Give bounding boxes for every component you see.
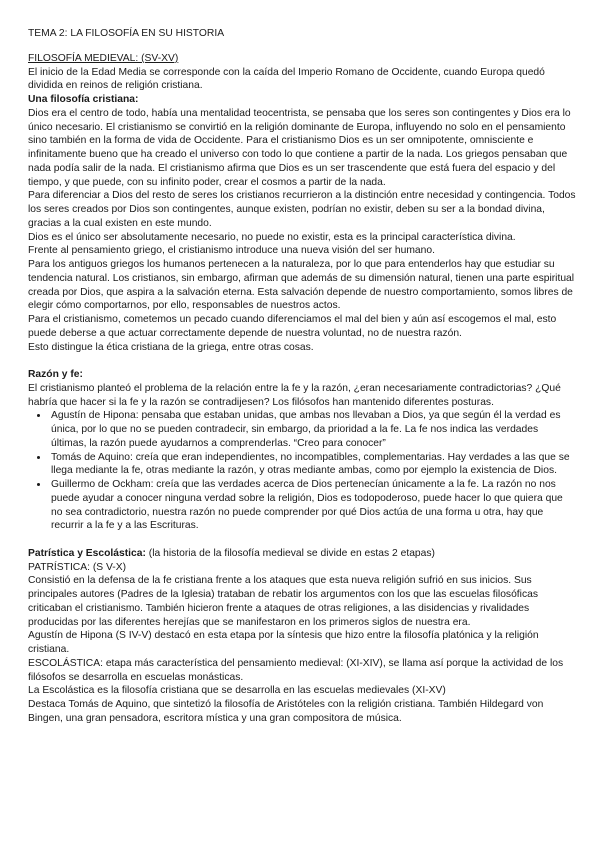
patristica-heading: Patrística y Escolástica: [28, 547, 146, 559]
list-item: • Agustín de Hipona: pensaba que estaban unidas, que ambas nos llevaban a Dios, ya que según él la verdad es única, por lo que no se pueden contradecir, sin embargo, da prioridad a la fe. La fe nos indica las verdades últimas, la razón puede ayudarnos a comprenderlas. “Creo para conocer” [49, 409, 576, 450]
cristiana-paragraph-1: Dios era el centro de todo, había una mentalidad teocentrista, se pensaba que los seres son contingentes y Dios era lo único necesario. El cristianismo se convirtió en la religión dominante de Europa, influyendo no solo en el pensamiento sino también en la forma de vida de Occidente. Para el cristianismo Dios es un ser omnipotente, omnisciente e infinitamente bueno que ha creado el universo con todo lo que contiene a partir de la nada. Los griegos pensaban que nada podía salir de la nada. El cristianismo afirma que Dios es un ser trascendente que está fuera del espacio y del tiempo, y que puede, con su infinito poder, crear el cosmos a partir de la nada. [28, 107, 571, 188]
escolastica-paragraph-2: La Escolástica es la filosofía cristiana que se desarrolla en las escuelas medievales (XI-XV) [28, 685, 446, 697]
patristica-label: PATRÍSTICA: (S V-X) [28, 561, 127, 573]
patristica-heading-line [28, 547, 576, 561]
list-item: • Guillermo de Ockham: creía que las verdades acerca de Dios pertenecían únicamente a la fe. La razón no nos puede ayudar a conocer ninguna verdad sobre la religión, Dios es todopoderoso, puede hacer lo que quiera que no sea contradictorio, nuestra razón no puede comprender por qué Dios actúa de una forma u otra, hay que recurrir a la fe y a las Escrituras. [49, 478, 576, 533]
patristica-paragraph-1: Consistió en la defensa de la fe cristiana frente a los ataques que esta nueva religión sufrió en sus inicios. Sus principales autores (Padres de la Iglesia) trataban de rebatir los argumentos con los que las escuelas filosóficas criticaban el cristianismo. También hicieron frente a ataques de otras religiones, a las disidencias y rivalidades producidas por las diferentes herejías que se manifestaron en los primeros siglos de nuestra era. [28, 575, 538, 628]
cristiana-paragraph-7: Esto distingue la ética cristiana de la griega, entre otras cosas. [28, 341, 314, 353]
razon-list [28, 409, 576, 533]
cristiana-heading: Una filosofía cristiana: [28, 94, 139, 105]
cristiana-paragraph-4: Frente al pensamiento griego, el cristianismo introduce una nueva visión del ser humano. [28, 245, 435, 257]
medieval-heading: FILOSOFÍA MEDIEVAL: (SV-XV) [28, 52, 179, 64]
medieval-intro: El inicio de la Edad Media se corresponde con la caída del Imperio Romano de Occidente, cuando Europa quedó dividida en reinos de religión cristiana. [28, 66, 545, 92]
list-item: • Tomás de Aquino: creía que eran independientes, no incompatibles, complementarias. Hay verdades a las que se llega mediante la fe, otras mediante la razón, y otras mediante ambas, como por ejemplo la existencia de Dios. [49, 451, 576, 479]
razon-heading: Razón y fe: [28, 369, 83, 380]
section-spacer [28, 533, 576, 547]
section-spacer [28, 354, 576, 368]
document-page [28, 27, 576, 726]
cristiana-paragraph-5: Para los antiguos griegos los humanos pertenecen a la naturaleza, por lo que para entenderlos hay que estudiar su tendencia natural. Los cristianos, sin embargo, afirman que además de su dimensión natural, tienen una parte espiritual creada por Dios, que aspira a la salvación eterna. Esta salvación depende de nuestro comportamiento, somos libres de elegir cómo comportarnos, por ello, responsables de nuestros actos. [28, 259, 575, 312]
cristiana-paragraph-2: Para diferenciar a Dios del resto de seres los cristianos recurrieron a la distinción entre necesidad y contingencia. Todos los seres creados por Dios son contingentes, aunque existen, podrían no existir, deben su ser a la bondad divina, gracias a la cual existen en este mundo. [28, 190, 576, 229]
document-title: TEMA 2: LA FILOSOFÍA EN SU HISTORIA [28, 28, 225, 39]
escolastica-paragraph-3: Destaca Tomás de Aquino, que sintetizó la filosofía de Aristóteles con la religión cristiana. También Hildegard von Bingen, una gran pensadora, escritora mística y una gran compositora de música. [28, 699, 544, 724]
patristica-paragraph-2: Agustín de Hipona (S IV-V) destacó en esta etapa por la síntesis que hizo entre la filosofía platónica y la religión cristiana. [28, 630, 539, 655]
patristica-heading-note: (la historia de la filosofía medieval se divide en estas 2 etapas) [145, 547, 435, 559]
cristiana-paragraph-6: Para el cristianismo, cometemos un pecado cuando diferenciamos el mal del bien y aún así escogemos el mal, esto puede deberse a que actuar correctamente depende de nuestra voluntad, no de nuestra razón. [28, 314, 557, 339]
cristiana-paragraph-3: Dios es el único ser absolutamente necesario, no puede no existir, esta es la principal característica divina. [28, 231, 516, 243]
escolastica-paragraph-1: ESCOLÁSTICA: etapa más característica del pensamiento medieval: (XI-XIV), se llama así porque la actividad de los filósofos se desarrolla en escuelas monásticas. [28, 657, 564, 683]
razon-intro: El cristianismo planteó el problema de la relación entre la fe y la razón, ¿eran necesariamente contradictorias? ¿Qué habría que hacer si la fe y la razón se contradijesen? Los filósofos han mantenido diferentes posturas. [28, 382, 561, 408]
